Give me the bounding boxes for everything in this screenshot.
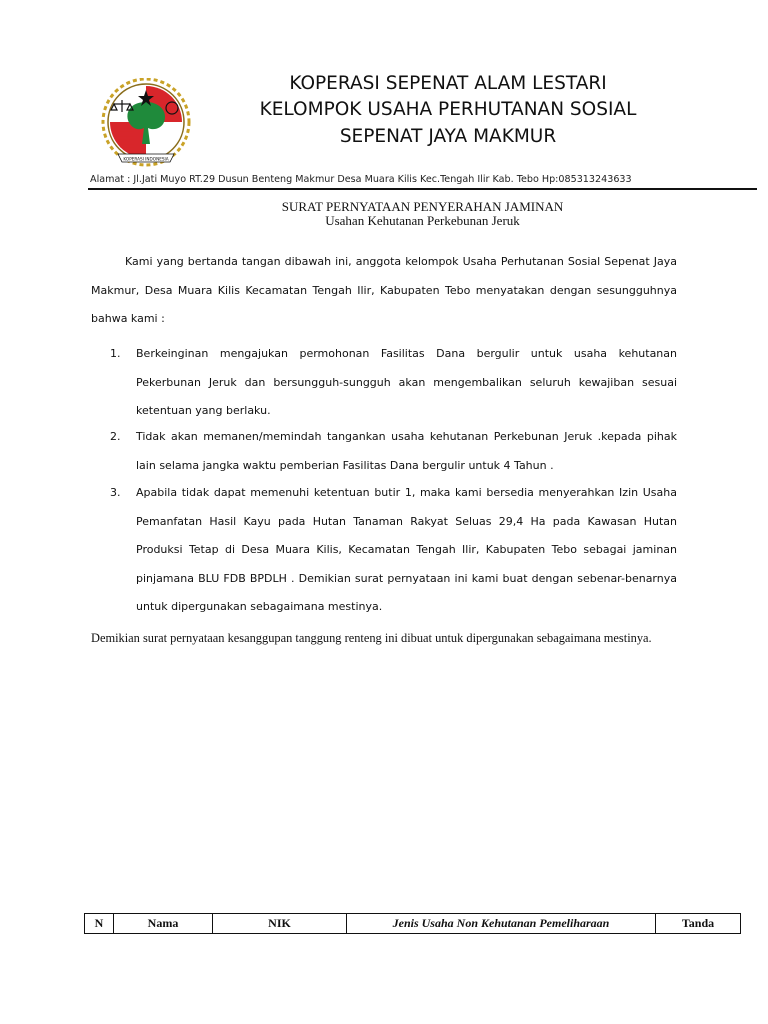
col-header-name: Nama: [114, 914, 213, 934]
header-divider: [88, 188, 757, 190]
col-header-signature: Tanda: [656, 914, 741, 934]
logo-ribbon-text: KOPERASI INDONESIA: [123, 156, 169, 162]
org-name-line-3: SEPENAT JAYA MAKMUR: [339, 126, 557, 147]
col-header-number: N: [85, 914, 114, 934]
list-item-number: 2.: [110, 430, 121, 443]
address-line: Alamat : Jl.Jati Muyo RT.29 Dusun Benteng Makmur Desa Muara Kilis Kec.Tengah Ilir Kab. Tebo Hp:085313243633: [90, 174, 632, 185]
list-item-number: 1.: [110, 347, 121, 360]
intro-paragraph: Kami yang bertanda tangan dibawah ini, anggota kelompok Usaha Perhutanan Sosial Sepenat Jaya Makmur, Desa Muara Kilis Kecamatan Tengah Ilir, Kabupaten Tebo menyatakan dengan sesungguhnya bahwa kami :: [91, 255, 677, 325]
closing-paragraph: Demikian surat pernyataan kesanggupan tanggung renteng ini dibuat untuk dipergunakan sebagaimana mestinya.: [91, 631, 652, 645]
table-header-row: [85, 914, 741, 934]
col-header-nik: NIK: [213, 914, 347, 934]
org-name-line-2: KELOMPOK USAHA PERHUTANAN SOSIAL: [259, 99, 637, 120]
list-item-number: 3.: [110, 486, 121, 499]
col-header-business-type: Jenis Usaha Non Kehutanan Pemeliharaan: [347, 914, 656, 934]
signature-table: [84, 913, 741, 934]
document-title: SURAT PERNYATAAN PENYERAHAN JAMINAN: [281, 199, 564, 214]
document-subtitle: Usahan Kehutanan Perkebunan Jeruk: [325, 213, 520, 228]
cooperative-logo: [88, 78, 204, 168]
list-item-text: Apabila tidak dapat memenuhi ketentuan butir 1, maka kami bersedia menyerahkan Izin Usaha Pemanfatan Hasil Kayu pada Hutan Tanaman Rakyat Seluas 29,4 Ha pada Kawasan Hutan Produksi Tetap di Desa Muara Kilis, Kecamatan Tengah Ilir, Kabupaten Tebo sebagai jaminan pinjamana BLU FDB BPDLH . Demikian surat pernyataan ini kami buat dengan sebenar-benarnya untuk dipergunakan sebagaimana mestinya.: [136, 486, 677, 613]
koperasi-emblem-icon: [88, 78, 204, 168]
list-item-text: Berkeinginan mengajukan permohonan Fasilitas Dana bergulir untuk usaha kehutanan Pekerbunan Jeruk dan bersungguh-sungguh akan mengembalikan seluruh kewajiban sesuai ketentuan yang berlaku.: [136, 347, 677, 417]
list-item-text: Tidak akan memanen/memindah tangankan usaha kehutanan Perkebunan Jeruk .kepada pihak lain selama jangka waktu pemberian Fasilitas Dana bergulir untuk 4 Tahun .: [136, 430, 677, 472]
org-name-line-1: KOPERASI SEPENAT ALAM LESTARI: [289, 73, 607, 94]
